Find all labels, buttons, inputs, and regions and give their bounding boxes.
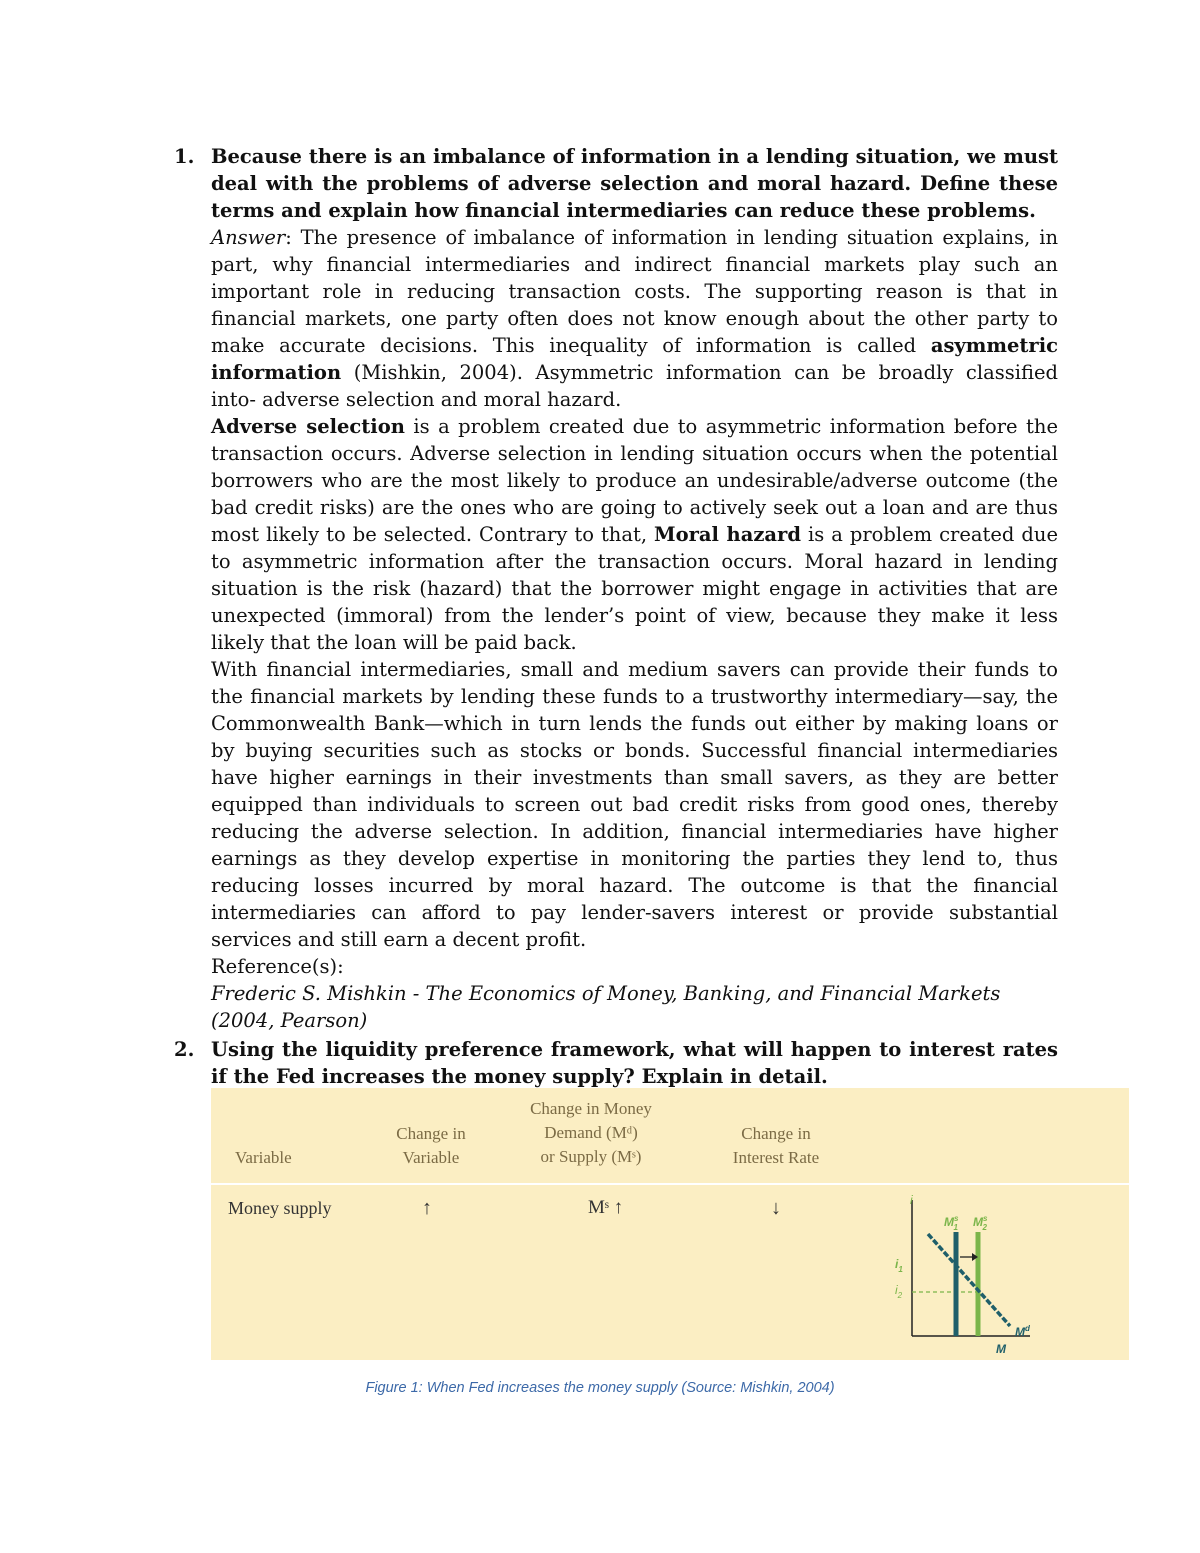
intermediaries-paragraph: With financial intermediaries, small and medium savers can provide their funds to the financial markets by lending these funds to a trustworthy intermediary—say, the Commonwealth Bank—which in turn lends the funds out either by making loans or by buying securities such as stocks or bonds. Successful financial intermediaries have higher earnings in their investments than small savers, as they are better equipped than individuals to screen out bad credit risks from good ones, thereby reducing the adverse selection. In addition, financial intermediaries have higher earnings as they develop expertise in monitoring the parties they lend to, thus reducing losses incurred by moral hazard. The outcome is that the financial intermediaries can afford to pay lender-savers interest or provide substantial services and still earn a decent profit. bbox=[211, 658, 1058, 951]
adverse-moral-paragraph bbox=[211, 413, 1058, 656]
question-number: 1. bbox=[174, 145, 195, 168]
row-change-in-money: Mˢ ↑ bbox=[588, 1197, 624, 1218]
moral-hazard-text: is a problem created due to asymmetric information after the transaction occurs. Moral hazard in lending situation is the risk (hazard) that the borrower might engage in activities that are unexpected (immoral) from the lender’s point of view, because they make it less likely that the loan will be paid back. bbox=[211, 523, 1058, 654]
table-header bbox=[211, 1088, 1129, 1182]
moral-hazard-term: Moral hazard bbox=[654, 523, 801, 546]
ms2-label: $M^s$ 2 bbox=[973, 1214, 988, 1232]
md-label: $M^d$ bbox=[1015, 1324, 1030, 1339]
header-variable: Variable bbox=[235, 1148, 292, 1167]
asymmetric-information-term: asymmetric information bbox=[211, 334, 1058, 384]
question-title: Using the liquidity preference framework, what will happen to interest rates if the Fed increases the money supply? Explain in detail. bbox=[211, 1038, 1058, 1088]
md-curve bbox=[928, 1234, 1010, 1326]
question-2 bbox=[174, 1036, 1058, 1090]
row-change-in-variable: ↑ bbox=[422, 1197, 432, 1219]
ms1-label: $M^s$ 1 bbox=[944, 1214, 959, 1232]
reference-citation: Frederic S. Mishkin - The Economics of Money, Banking, and Financial Markets (2004, Pearson) bbox=[211, 982, 1001, 1032]
header-change-in-variable: Change in Variable bbox=[396, 1124, 466, 1167]
answer-label: Answer bbox=[211, 226, 286, 249]
answer-paragraph bbox=[211, 224, 1058, 413]
adverse-selection-text: is a problem created due to asymmetric information before the transaction occurs. Adverse selection in lending situation occurs when the potential borrowers who are the most likely to produce an undesirable/adverse outcome (the bad credit risks) are the ones who are going to actively seek out a loan and are thus most likely to be selected. Contrary to that, bbox=[211, 415, 1058, 546]
question-number: 2. bbox=[174, 1038, 195, 1061]
row-change-in-interest-rate: ↓ bbox=[771, 1197, 781, 1219]
reference-label: Reference(s): bbox=[211, 955, 344, 978]
money-supply-graph bbox=[880, 1190, 1050, 1360]
i2-label: $i_2$ bbox=[895, 1283, 903, 1300]
header-change-in-money: Change in Money Demand (Mᵈ) or Supply (Mˢ) bbox=[530, 1099, 652, 1166]
answer-intro: : The presence of imbalance of information in lending situation explains, in part, why financial intermediaries and indirect financial markets play such an important role in reducing transaction costs. The supporting reason is that in financial markets, one party often does not know enough about the other party to make accurate decisions. This inequality of information is called bbox=[211, 226, 1058, 357]
i1-label: $i_1$ bbox=[895, 1257, 903, 1274]
row-variable: Money supply bbox=[228, 1198, 332, 1218]
header-change-in-interest-rate: Change in Interest Rate bbox=[732, 1124, 820, 1167]
y-axis-label: i bbox=[910, 1193, 913, 1207]
question-title: Because there is an imbalance of information in a lending situation, we must deal with the problems of adverse selection and moral hazard. Define these terms and explain how financial intermediaries can reduce these problems. bbox=[211, 145, 1058, 222]
x-axis-label: M bbox=[996, 1342, 1006, 1356]
header-divider bbox=[211, 1183, 1129, 1185]
question-1 bbox=[174, 143, 1058, 1034]
figure-caption: Figure 1: When Fed increases the money supply (Source: Mishkin, 2004) bbox=[365, 1380, 835, 1396]
adverse-selection-term: Adverse selection bbox=[211, 415, 405, 438]
answer-intro-end: (Mishkin, 2004). Asymmetric information can be broadly classified into- adverse selection and moral hazard. bbox=[211, 361, 1058, 411]
